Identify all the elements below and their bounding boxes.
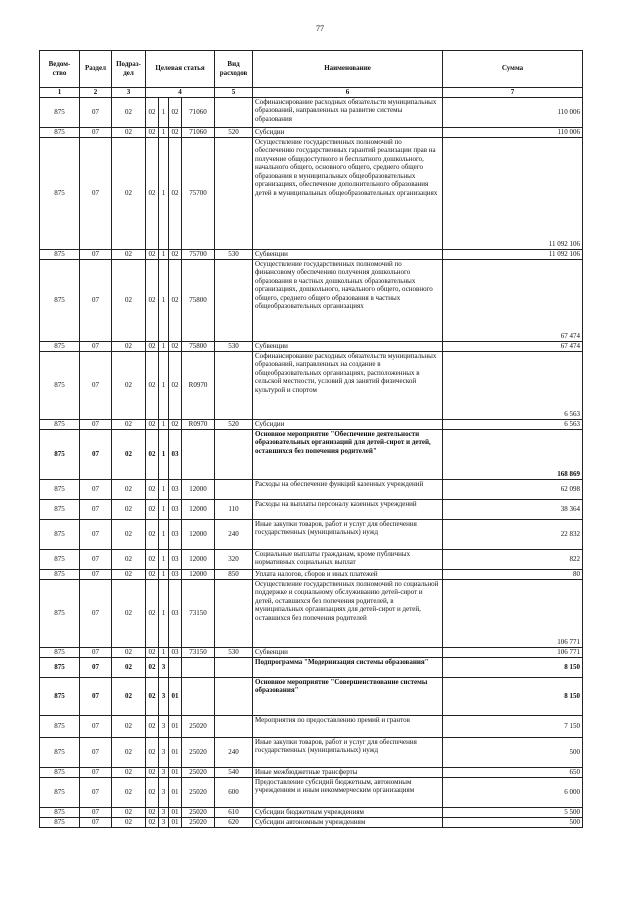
table-row — [40, 419, 583, 429]
cell-article-measure: 02 — [169, 341, 182, 351]
cell-podrazdel: 02 — [112, 737, 146, 767]
cell-article-program: 02 — [146, 657, 159, 677]
cell-article-measure: 02 — [169, 137, 182, 249]
cell-article-code: 25020 — [182, 715, 215, 737]
cell-name: Расходы на выплаты персоналу казенных учреждений — [253, 499, 443, 519]
cell-name: Иные закупки товаров, работ и услуг для обеспечения государственных (муниципальных) нужд — [253, 737, 443, 767]
header-number: 1 — [40, 88, 80, 98]
cell-expense-type: 530 — [215, 249, 253, 259]
cell-name: Софинансирование расходных обязательств муниципальных образований, направленных на создание в общеобразовательных организациях, расположенных в сельской местности, условий для занятий физической культурой и спортом — [253, 351, 443, 419]
cell-name: Субсидии — [253, 127, 443, 137]
cell-article-code: 71060 — [182, 97, 215, 127]
cell-article-program: 02 — [146, 259, 159, 341]
cell-article-measure: 02 — [169, 97, 182, 127]
cell-name: Субвенции — [253, 249, 443, 259]
cell-podrazdel: 02 — [112, 127, 146, 137]
cell-podrazdel: 02 — [112, 519, 146, 549]
cell-sum: 11 092 106 — [443, 137, 583, 249]
cell-expense-type: 540 — [215, 767, 253, 777]
cell-article-code: 25020 — [182, 767, 215, 777]
cell-article-code — [182, 657, 215, 677]
cell-expense-type — [215, 351, 253, 419]
cell-article-program: 02 — [146, 569, 159, 579]
cell-article-code: 75700 — [182, 137, 215, 249]
cell-razdel: 07 — [80, 737, 112, 767]
cell-podrazdel: 02 — [112, 479, 146, 499]
cell-article-measure: 03 — [169, 579, 182, 647]
cell-article-measure: 03 — [169, 479, 182, 499]
table-row — [40, 259, 583, 341]
header-target-article: Целевая статья — [146, 51, 215, 88]
cell-podrazdel: 02 — [112, 419, 146, 429]
cell-article-measure: 03 — [169, 549, 182, 569]
cell-vedomstvo: 875 — [40, 737, 80, 767]
cell-article-program: 02 — [146, 519, 159, 549]
cell-article-subprogram: 3 — [159, 677, 169, 715]
cell-article-subprogram: 3 — [159, 807, 169, 817]
cell-expense-type — [215, 479, 253, 499]
cell-vedomstvo: 875 — [40, 97, 80, 127]
cell-expense-type — [215, 715, 253, 737]
cell-podrazdel: 02 — [112, 579, 146, 647]
cell-sum: 110 006 — [443, 127, 583, 137]
cell-razdel: 07 — [80, 351, 112, 419]
table-row — [40, 715, 583, 737]
table-row — [40, 429, 583, 479]
cell-article-measure: 03 — [169, 499, 182, 519]
cell-article-program: 02 — [146, 549, 159, 569]
header-numbers-row — [40, 88, 583, 98]
cell-article-code: 75800 — [182, 259, 215, 341]
cell-name: Мероприятия по предоставлению премий и грантов — [253, 715, 443, 737]
cell-razdel: 07 — [80, 647, 112, 657]
cell-article-code: 25020 — [182, 777, 215, 807]
cell-article-subprogram: 1 — [159, 499, 169, 519]
cell-vedomstvo: 875 — [40, 249, 80, 259]
cell-name: Предоставление субсидий бюджетным, автономным учреждениям и иным некоммерческим организациям — [253, 777, 443, 807]
cell-vedomstvo: 875 — [40, 677, 80, 715]
cell-article-measure: 02 — [169, 419, 182, 429]
cell-razdel: 07 — [80, 657, 112, 677]
cell-expense-type: 240 — [215, 519, 253, 549]
cell-razdel: 07 — [80, 429, 112, 479]
cell-podrazdel: 02 — [112, 657, 146, 677]
cell-razdel: 07 — [80, 137, 112, 249]
cell-razdel: 07 — [80, 677, 112, 715]
cell-article-subprogram: 1 — [159, 341, 169, 351]
cell-article-program: 02 — [146, 579, 159, 647]
header-number: 4 — [146, 88, 215, 98]
header-vedomstvo: Ведом-ство — [40, 51, 80, 88]
cell-vedomstvo: 875 — [40, 549, 80, 569]
cell-expense-type: 850 — [215, 569, 253, 579]
cell-sum: 106 771 — [443, 647, 583, 657]
cell-name: Софинансирование расходных обязательств муниципальных образований, направленных на развитие системы образования — [253, 97, 443, 127]
table-row — [40, 341, 583, 351]
cell-razdel: 07 — [80, 817, 112, 827]
cell-podrazdel: 02 — [112, 715, 146, 737]
header-podrazdel: Подраз-дел — [112, 51, 146, 88]
cell-expense-type — [215, 579, 253, 647]
header-razdel: Раздел — [80, 51, 112, 88]
cell-expense-type — [215, 677, 253, 715]
cell-sum: 67 474 — [443, 341, 583, 351]
cell-article-program: 02 — [146, 499, 159, 519]
cell-article-subprogram: 1 — [159, 419, 169, 429]
cell-article-measure: 03 — [169, 569, 182, 579]
table-row — [40, 817, 583, 827]
table-row — [40, 767, 583, 777]
cell-article-subprogram: 3 — [159, 737, 169, 767]
cell-sum: 38 364 — [443, 499, 583, 519]
cell-article-program: 02 — [146, 767, 159, 777]
table-row — [40, 807, 583, 817]
cell-article-code: 12000 — [182, 499, 215, 519]
cell-vedomstvo: 875 — [40, 579, 80, 647]
cell-article-code: 75800 — [182, 341, 215, 351]
cell-podrazdel: 02 — [112, 137, 146, 249]
cell-article-code: 25020 — [182, 737, 215, 767]
cell-vedomstvo: 875 — [40, 419, 80, 429]
cell-article-program: 02 — [146, 419, 159, 429]
cell-razdel: 07 — [80, 249, 112, 259]
cell-article-code: 73150 — [182, 579, 215, 647]
cell-podrazdel: 02 — [112, 647, 146, 657]
cell-razdel: 07 — [80, 479, 112, 499]
header-number: 3 — [112, 88, 146, 98]
cell-razdel: 07 — [80, 519, 112, 549]
cell-podrazdel: 02 — [112, 569, 146, 579]
cell-sum: 5 500 — [443, 807, 583, 817]
table-row — [40, 499, 583, 519]
cell-article-program: 02 — [146, 677, 159, 715]
header-number: 2 — [80, 88, 112, 98]
cell-sum: 8 150 — [443, 657, 583, 677]
cell-article-subprogram: 1 — [159, 519, 169, 549]
cell-article-program: 02 — [146, 737, 159, 767]
cell-razdel: 07 — [80, 341, 112, 351]
cell-vedomstvo: 875 — [40, 715, 80, 737]
table-row — [40, 519, 583, 549]
cell-razdel: 07 — [80, 807, 112, 817]
table-row — [40, 657, 583, 677]
cell-article-program: 02 — [146, 97, 159, 127]
cell-vedomstvo: 875 — [40, 259, 80, 341]
header-number: 7 — [443, 88, 583, 98]
cell-sum: 22 832 — [443, 519, 583, 549]
cell-vedomstvo: 875 — [40, 341, 80, 351]
cell-expense-type — [215, 657, 253, 677]
cell-expense-type: 610 — [215, 807, 253, 817]
cell-podrazdel: 02 — [112, 777, 146, 807]
cell-vedomstvo: 875 — [40, 647, 80, 657]
cell-sum: 11 092 106 — [443, 249, 583, 259]
cell-name: Субсидии автономным учреждениям — [253, 817, 443, 827]
cell-vedomstvo: 875 — [40, 569, 80, 579]
table-row — [40, 351, 583, 419]
cell-razdel: 07 — [80, 127, 112, 137]
cell-article-measure: 01 — [169, 715, 182, 737]
cell-article-code: 75700 — [182, 249, 215, 259]
cell-article-program: 02 — [146, 817, 159, 827]
cell-article-program: 02 — [146, 429, 159, 479]
cell-expense-type: 520 — [215, 127, 253, 137]
cell-podrazdel: 02 — [112, 499, 146, 519]
cell-vedomstvo: 875 — [40, 499, 80, 519]
cell-article-measure: 01 — [169, 677, 182, 715]
cell-article-program: 02 — [146, 351, 159, 419]
cell-article-measure: 03 — [169, 519, 182, 549]
table-row — [40, 549, 583, 569]
table-row — [40, 677, 583, 715]
cell-razdel: 07 — [80, 97, 112, 127]
cell-name: Подпрограмма "Модернизация системы образования" — [253, 657, 443, 677]
cell-razdel: 07 — [80, 777, 112, 807]
cell-sum: 822 — [443, 549, 583, 569]
cell-article-code: 25020 — [182, 817, 215, 827]
budget-table — [39, 50, 583, 828]
table-row — [40, 647, 583, 657]
cell-article-subprogram: 3 — [159, 715, 169, 737]
cell-sum: 6 563 — [443, 419, 583, 429]
cell-article-code: 12000 — [182, 549, 215, 569]
cell-article-measure: 03 — [169, 647, 182, 657]
cell-article-code — [182, 429, 215, 479]
cell-podrazdel: 02 — [112, 549, 146, 569]
cell-article-code: 12000 — [182, 479, 215, 499]
cell-sum: 6 000 — [443, 777, 583, 807]
cell-podrazdel: 02 — [112, 807, 146, 817]
cell-article-program: 02 — [146, 341, 159, 351]
cell-article-subprogram: 1 — [159, 127, 169, 137]
cell-article-subprogram: 1 — [159, 351, 169, 419]
header-number: 5 — [215, 88, 253, 98]
cell-vedomstvo: 875 — [40, 817, 80, 827]
cell-article-code: 71060 — [182, 127, 215, 137]
cell-name: Субвенции — [253, 341, 443, 351]
cell-vedomstvo: 875 — [40, 127, 80, 137]
cell-vedomstvo: 875 — [40, 657, 80, 677]
cell-article-subprogram: 1 — [159, 579, 169, 647]
cell-expense-type — [215, 259, 253, 341]
cell-article-subprogram: 1 — [159, 429, 169, 479]
cell-article-program: 02 — [146, 647, 159, 657]
header-sum: Сумма — [443, 51, 583, 88]
cell-name: Иные закупки товаров, работ и услуг для обеспечения государственных (муниципальных) нужд — [253, 519, 443, 549]
cell-article-measure: 01 — [169, 807, 182, 817]
header-row — [40, 51, 583, 88]
cell-article-measure: 03 — [169, 429, 182, 479]
cell-podrazdel: 02 — [112, 97, 146, 127]
cell-article-subprogram: 1 — [159, 479, 169, 499]
cell-expense-type: 530 — [215, 647, 253, 657]
cell-article-code: 25020 — [182, 807, 215, 817]
cell-article-measure: 02 — [169, 249, 182, 259]
cell-name: Расходы на обеспечение функций казенных учреждений — [253, 479, 443, 499]
table-row — [40, 249, 583, 259]
cell-razdel: 07 — [80, 549, 112, 569]
cell-article-subprogram: 1 — [159, 569, 169, 579]
cell-name: Субвенции — [253, 647, 443, 657]
cell-article-subprogram: 1 — [159, 249, 169, 259]
cell-expense-type: 530 — [215, 341, 253, 351]
cell-podrazdel: 02 — [112, 249, 146, 259]
cell-vedomstvo: 875 — [40, 351, 80, 419]
cell-razdel: 07 — [80, 579, 112, 647]
cell-article-measure: 01 — [169, 817, 182, 827]
cell-razdel: 07 — [80, 767, 112, 777]
cell-expense-type: 620 — [215, 817, 253, 827]
cell-article-program: 02 — [146, 715, 159, 737]
cell-expense-type — [215, 429, 253, 479]
cell-article-subprogram: 1 — [159, 259, 169, 341]
cell-sum: 110 006 — [443, 97, 583, 127]
cell-expense-type: 520 — [215, 419, 253, 429]
page-number: 77 — [316, 24, 324, 33]
cell-article-subprogram: 3 — [159, 767, 169, 777]
table-row — [40, 127, 583, 137]
cell-name: Осуществление государственных полномочий по обеспечению государственных гарантий реализации прав на получение общедоступного и бесплатного дошкольного, начального общего, основного общего, среднего общего образования в муниципальных общеобразовательных организациях, обеспечение дополнительного образования детей в муниципальных общеобразовательных организациях — [253, 137, 443, 249]
cell-sum: 168 869 — [443, 429, 583, 479]
cell-vedomstvo: 875 — [40, 767, 80, 777]
cell-article-measure: 02 — [169, 127, 182, 137]
cell-article-subprogram: 3 — [159, 777, 169, 807]
cell-expense-type: 600 — [215, 777, 253, 807]
cell-name: Субсидии — [253, 419, 443, 429]
cell-vedomstvo: 875 — [40, 137, 80, 249]
cell-podrazdel: 02 — [112, 259, 146, 341]
cell-expense-type — [215, 97, 253, 127]
cell-sum: 80 — [443, 569, 583, 579]
cell-name: Основное мероприятие "Обеспечение деятельности образовательных организаций для детей-сирот и детей, оставшихся без попечения родителей" — [253, 429, 443, 479]
table-row — [40, 737, 583, 767]
cell-name: Основное мероприятие "Совершенствование системы образования" — [253, 677, 443, 715]
cell-article-subprogram: 1 — [159, 549, 169, 569]
cell-article-measure: 02 — [169, 351, 182, 419]
table-row — [40, 777, 583, 807]
cell-expense-type: 320 — [215, 549, 253, 569]
cell-article-measure: 01 — [169, 767, 182, 777]
cell-article-code: 12000 — [182, 519, 215, 549]
cell-vedomstvo: 875 — [40, 519, 80, 549]
cell-name: Социальные выплаты гражданам, кроме публичных нормативных социальных выплат — [253, 549, 443, 569]
cell-sum: 106 771 — [443, 579, 583, 647]
cell-article-code: R0970 — [182, 419, 215, 429]
table-row — [40, 97, 583, 127]
cell-article-subprogram: 1 — [159, 647, 169, 657]
cell-razdel: 07 — [80, 569, 112, 579]
cell-razdel: 07 — [80, 499, 112, 519]
cell-article-code — [182, 677, 215, 715]
cell-article-subprogram: 3 — [159, 657, 169, 677]
cell-razdel: 07 — [80, 259, 112, 341]
cell-vedomstvo: 875 — [40, 807, 80, 817]
header-expense-type: Вид расходов — [215, 51, 253, 88]
cell-article-program: 02 — [146, 777, 159, 807]
cell-podrazdel: 02 — [112, 429, 146, 479]
cell-sum: 650 — [443, 767, 583, 777]
cell-podrazdel: 02 — [112, 351, 146, 419]
cell-article-subprogram: 1 — [159, 97, 169, 127]
cell-name: Осуществление государственных полномочий по социальной поддержке и социальному обслуживанию детей-сирот и детей, оставшихся без попечения родителей, в муниципальных организациях для детей-сирот и детей, оставшихся без попечения родителей — [253, 579, 443, 647]
cell-sum: 67 474 — [443, 259, 583, 341]
table-row — [40, 479, 583, 499]
cell-name: Иные межбюджетные трансферты — [253, 767, 443, 777]
cell-sum: 8 150 — [443, 677, 583, 715]
cell-expense-type — [215, 137, 253, 249]
cell-article-subprogram: 3 — [159, 817, 169, 827]
cell-name: Уплата налогов, сборов и иных платежей — [253, 569, 443, 579]
cell-article-program: 02 — [146, 137, 159, 249]
cell-podrazdel: 02 — [112, 341, 146, 351]
cell-sum: 500 — [443, 817, 583, 827]
header-number: 6 — [253, 88, 443, 98]
cell-vedomstvo: 875 — [40, 479, 80, 499]
cell-article-subprogram: 1 — [159, 137, 169, 249]
cell-razdel: 07 — [80, 715, 112, 737]
cell-article-measure — [169, 657, 182, 677]
cell-sum: 6 563 — [443, 351, 583, 419]
cell-article-program: 02 — [146, 807, 159, 817]
cell-podrazdel: 02 — [112, 817, 146, 827]
cell-article-measure: 01 — [169, 737, 182, 767]
cell-razdel: 07 — [80, 419, 112, 429]
cell-article-code: R0970 — [182, 351, 215, 419]
cell-podrazdel: 02 — [112, 677, 146, 715]
cell-article-program: 02 — [146, 249, 159, 259]
cell-sum: 62 098 — [443, 479, 583, 499]
table-row — [40, 137, 583, 249]
header-name: Наименование — [253, 51, 443, 88]
cell-article-code: 73150 — [182, 647, 215, 657]
cell-sum: 500 — [443, 737, 583, 767]
cell-vedomstvo: 875 — [40, 777, 80, 807]
cell-name: Субсидии бюджетным учреждениям — [253, 807, 443, 817]
cell-vedomstvo: 875 — [40, 429, 80, 479]
cell-article-program: 02 — [146, 479, 159, 499]
cell-article-measure: 01 — [169, 777, 182, 807]
cell-article-program: 02 — [146, 127, 159, 137]
table-row — [40, 569, 583, 579]
table-row — [40, 579, 583, 647]
cell-expense-type: 110 — [215, 499, 253, 519]
cell-article-measure: 02 — [169, 259, 182, 341]
cell-name: Осуществление государственных полномочий по финансовому обеспечению получения дошкольного образования в частных дошкольных образовательных организациях, дошкольного, начального общего, основного общего, среднего общего образования в частных общеобразовательных организациях — [253, 259, 443, 341]
cell-podrazdel: 02 — [112, 767, 146, 777]
cell-sum: 7 150 — [443, 715, 583, 737]
cell-article-code: 12000 — [182, 569, 215, 579]
cell-expense-type: 240 — [215, 737, 253, 767]
